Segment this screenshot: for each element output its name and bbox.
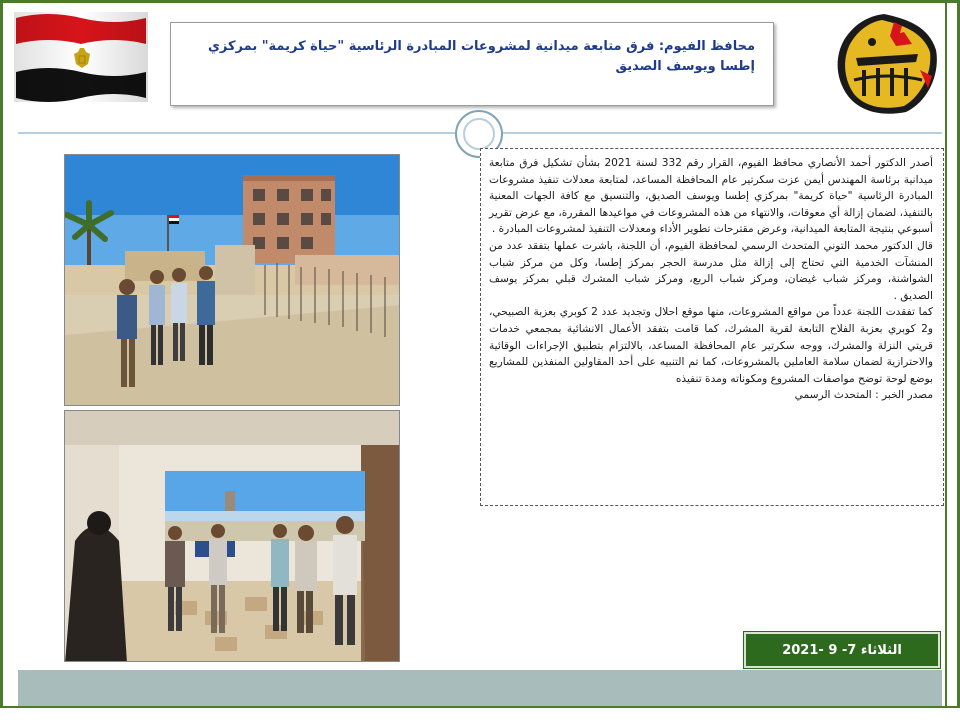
outdoor-construction-photo (65, 155, 400, 406)
interior-building-photo (65, 411, 400, 662)
footer-edge (0, 706, 960, 720)
article-paragraph-2: قال الدكتور محمد التوني المتحدث الرسمي لمحافظة الفيوم، أن اللجنة، باشرت عملها بتفقد عدد من المنشآت الخدمية التي تحتاج إلى إزالة مثل مدرسة الحجر بمركز إطسا، وكل من مركز شباب الشواشنة، ومركز شباب غيضان، ومركز شباب الربع، ومركز شباب المشرك قبلي بمركز يوسف الصديق . (489, 239, 933, 302)
article-paragraph-3: كما تفقدت اللجنة عدداً من مواقع المشروعات، منها موقع احلال وتجديد عدد 2 كوبري بعزبة الصبيحي، و2 كوبري بعزبة الفلاح التابعة لقرية المشرك، كما قامت بتفقد الأعمال الانشائية بمجمعي خدمات قريتي النزلة والمشرك، ووجه سكرتير عام المحافظة المساعد، بالالتزام بتطبيق الإجراءات الوقائية والاحترازية لضمان سلامة العاملين بالمشروعات، كما تم التنبيه على أحد المقاولين المنفذين للمشاريع بوضع لوحة توضح مواصفات المشروع ومكوناته ومدة تنفيذه (489, 306, 933, 385)
article-body (480, 148, 944, 506)
fayoum-logo-icon (832, 10, 942, 118)
site-visit-photo-2 (64, 410, 400, 662)
divider-ornament-inner (463, 118, 495, 150)
article-paragraph-1: أصدر الدكتور أحمد الأنصاري محافظ الفيوم، القرار رقم 332 لسنة 2021 بشأن تشكيل فرق متابعة ميدانية برئاسة المهندس أيمن عزت سكرتير عام المحافظة المساعد، لمتابعة معدلات تنفيذ مشروعات المبادرة الرئاسية "حياة كريمة" بمركزي إطسا ويوسف الصديق، والتنسيق مع كافة الجهات المعنية بالتنفيذ، لضمان إزالة أي معوقات، والانتهاء من هذه المشروعات في مواعيدها المقررة، مع عرض تقرير أسبوعي بنتيجة المتابعة الميدانية، وعرض مقترحات تطوير الأداء ومعدلات التنفيذ لمشروعات المبادرة . (489, 157, 933, 236)
egypt-flag-icon (14, 12, 148, 102)
date-badge (744, 632, 940, 668)
site-visit-photo-1 (64, 154, 400, 406)
footer-bar (18, 670, 942, 706)
right-rule (945, 0, 947, 720)
article-source: مصدر الخبر : المتحدث الرسمي (794, 389, 933, 402)
headline-box (170, 22, 774, 106)
headline-text: محافظ الفيوم: فرق متابعة ميدانية لمشروعات المبادرة الرئاسية "حياة كريمة" بمركزي إطسا ويوسف الصديق (207, 39, 755, 74)
date-text: الثلاثاء 7- 9 -2021 (782, 642, 902, 658)
